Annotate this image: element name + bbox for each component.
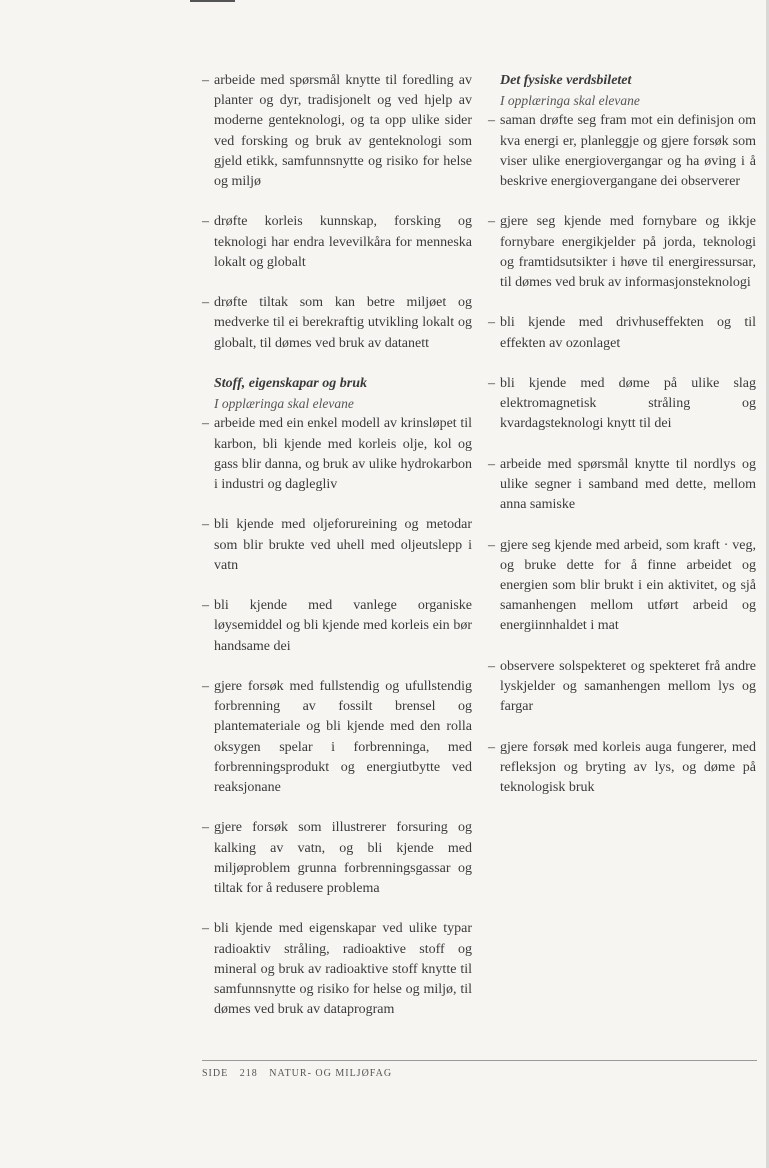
scan-mark (190, 0, 235, 2)
left-column (202, 71, 472, 1041)
list-item: – arbeide med spørsmål knytte til foredling av planter og dyr, tradisjonelt og ved hjelp av moderne genteknologi, og ta opp ulike sider ved forsking og bruk av genteknologi som gjeld etikk, samfunnsnytte og risiko for helse og miljø (202, 71, 472, 192)
list-item: – gjere seg kjende med arbeid, som kraft · veg, og bruke dette for å finne arbeidet og energien som blir brukt i ein aktivitet, og sjå samanhengen mellom utført arbeid og energiinnhaldet i mat (488, 536, 756, 637)
list-item: – gjere forsøk som illustrerer forsuring og kalking av vatn, og bli kjende med miljøproblem grunna forbrenningsgassar og tiltak for å redusere problema (202, 818, 472, 899)
list-item: – gjere seg kjende med fornybare og ikkje fornybare energikjelder på jorda, teknologi og framtidsutsikter i høve til energiressursar, til dømes ved bruk av informasjonsteknologi (488, 212, 756, 293)
list-item: – bli kjende med vanlege organiske løysemiddel og bli kjende med korleis ein bør handsame dei (202, 596, 472, 657)
page-footer (202, 1068, 400, 1079)
footer-section-title: NATUR- OG MILJØFAG (269, 1068, 393, 1079)
list-item: – observere solspekteret og spekteret frå andre lyskjelder og samanhengen mellom lys og fargar (488, 657, 756, 718)
list-item: – saman drøfte seg fram mot ein definisjon om kva energi er, planleggje og gjere forsøk som viser ulike energiovergangar og ha øving i å beskrive energiovergangane dei observerer (488, 111, 756, 192)
footer-divider (202, 1060, 757, 1061)
list-item: – arbeide med spørsmål knytte til nordlys og ulike segner i samband med dette, mellom anna samiske (488, 455, 756, 516)
section-subheading: I opplæringa skal elevane (214, 396, 354, 412)
section-heading: Det fysiske verdsbiletet (500, 73, 632, 88)
list-item: – bli kjende med eigenskapar ved ulike typar radioaktiv stråling, radioaktive stoff og mineral og bruk av radioaktive stoff knytte til samfunnsnytte og risiko for helse og miljø, til dømes ved bruk av dataprogram (202, 919, 472, 1020)
list-item: – drøfte tiltak som kan betre miljøet og medverke til ei berekraftig utvikling lokalt og globalt, til dømes ved bruk av datanett (202, 293, 472, 354)
section-subheading: I opplæringa skal elevane (500, 93, 640, 109)
list-item: – gjere forsøk med korleis auga fungerer, med refleksjon og bryting av lys, og døme på teknologisk bruk (488, 738, 756, 799)
list-item: – bli kjende med oljeforureining og metodar som blir brukte ved uhell med oljeutslepp i vatn (202, 515, 472, 576)
list-item: – arbeide med ein enkel modell av krinsløpet til karbon, bli kjende med korleis olje, kol og gass blir danna, og bruk av ulike hydrokarbon i industri og daglegliv (202, 414, 472, 495)
footer-page-number: 218 (239, 1068, 258, 1079)
section-heading: Stoff, eigenskapar og bruk (214, 376, 367, 391)
list-item: – gjere forsøk med fullstendig og ufullstendig forbrenning av fossilt brensel og plantemateriale og bli kjende med den rolla oksygen spelar i forbrenninga, med forbrenningsprodukt og energiutbytte ved reaksjonane (202, 677, 472, 798)
list-item: – drøfte korleis kunnskap, forsking og teknologi har endra levevilkåra for menneska lokalt og globalt (202, 212, 472, 273)
list-item: – bli kjende med drivhuseffekten og til effekten av ozonlaget (488, 313, 756, 353)
footer-side-label: SIDE (202, 1068, 229, 1079)
right-column (488, 71, 756, 818)
list-item: – bli kjende med døme på ulike slag elektromagnetisk stråling og kvardagsteknologi knytt til dei (488, 374, 756, 435)
